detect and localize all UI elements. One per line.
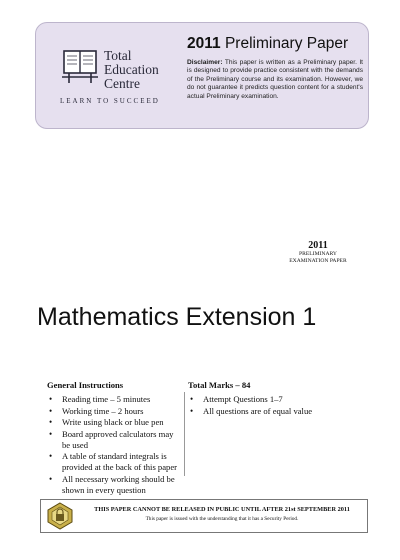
header-banner (35, 22, 369, 129)
release-notice: THIS PAPER CANNOT BE RELEASED IN PUBLIC UNTIL AFTER 21st SEPTEMBER 2011 (94, 506, 350, 513)
disclaimer-text: This paper is written as a Preliminary paper. It is designed to provide practice consistent with the demands of the Preliminary course and its examination. However, we do not guarantee it predicts question content for a student's actual Preliminary examination. (187, 59, 363, 100)
security-period-note: This paper is issued with the understanding that it has a Security Period. (145, 516, 299, 522)
logo-wordmark (104, 49, 184, 91)
paper-type: Preliminary Paper (224, 35, 349, 52)
subject-title: Mathematics Extension 1 (37, 303, 317, 331)
security-notice (40, 499, 368, 533)
exam-level: PRELIMINARY (299, 251, 337, 257)
instruction-item: • Board approved calculators may be used (47, 429, 183, 451)
exam-year: 2011 (308, 240, 328, 251)
exam-identifier (286, 240, 350, 265)
open-book-icon (60, 49, 100, 85)
marks-list (188, 394, 338, 417)
instruction-item: • Working time – 2 hours (47, 406, 183, 417)
disclaimer-label: Disclaimer: (187, 59, 223, 66)
total-marks (188, 380, 338, 417)
paper-year: 2011 (187, 35, 221, 52)
instruction-item: • All necessary working should be shown in every question (47, 474, 183, 496)
marks-item: • Attempt Questions 1–7 (188, 394, 338, 405)
paper-title (187, 35, 363, 53)
logo-line-2: Education (104, 62, 159, 77)
marks-item: • All questions are of equal value (188, 406, 338, 417)
instruction-item: • Write using black or blue pen (47, 417, 183, 428)
exam-kind: EXAMINATION PAPER (289, 258, 347, 264)
instruction-item: • Reading time – 5 minutes (47, 394, 183, 405)
total-marks-heading: Total Marks – 84 (188, 380, 251, 390)
column-divider (184, 392, 185, 476)
company-logo (60, 49, 180, 119)
logo-line-1: Total (104, 48, 132, 63)
general-instructions-heading: General Instructions (47, 380, 124, 390)
logo-line-3: Centre (104, 76, 140, 91)
security-seal-icon (46, 502, 74, 530)
disclaimer (187, 59, 363, 101)
logo-tagline: LEARN TO SUCCEED (60, 97, 160, 105)
general-instructions (47, 380, 183, 496)
instructions-list (47, 394, 183, 496)
instruction-item: • A table of standard integrals is provided at the back of this paper (47, 451, 183, 473)
